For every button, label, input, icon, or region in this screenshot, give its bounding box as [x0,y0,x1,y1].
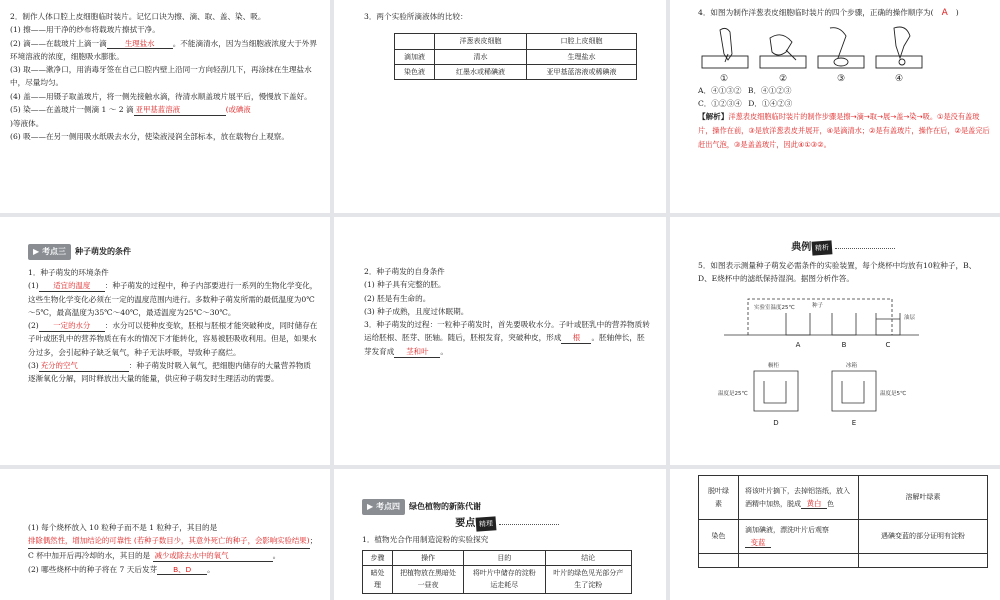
step-label: ① [719,73,729,84]
slide2-heading: 3．两个实验所滴液体的比较： [364,12,468,21]
slide-cell-1[interactable] [0,0,330,213]
cabinet-label: 橱柜 [768,363,780,370]
option-d[interactable]: D．①④②③ [748,99,793,109]
section-badge: ▶ 考点四 绿色植物的新陈代谢 [362,499,481,515]
section-title: 种子萌发的条件 [74,247,131,256]
table-row: 染色液 红墨水或稀碘液 亚甲基蓝溶液或稀碘液 [395,64,637,79]
oil-label: 油层 [904,315,916,322]
slide-cell-3[interactable] [670,0,1000,213]
comparison-table [394,33,637,80]
photosynthesis-table-cont [698,475,988,568]
answer-blank: 减少或除去水中的氧气 [153,552,273,562]
options-row-2 [698,97,990,110]
slide-cell-9[interactable] [670,469,1000,600]
answer-blank: 变蓝 [745,539,771,549]
germination-process: 3．种子萌发的过程：一粒种子萌发时，首先要吸收水分。子叶或胚乳中的营养物质转运给胚根、胚芽、胚轴。随后，胚根发育，突破种皮，形成 根 。胚轴伸长，胚芽发育成 茎和叶 。 [364,320,650,356]
option-c[interactable]: C．①②③④ [698,99,742,109]
condition-water: (2) 一定的水分 ：水分可以使种皮变软，胚根与胚根才能突破种皮，同时储存在子叶或胚乳中的营养物质在有水的情况下才能转化，容易被胚吸收利用。但是，如果水分过多，会引起种子缺乏氧气，种子无法呼吸，导致种子腐烂。 [28,321,318,357]
step-label: ④ [894,73,904,84]
beaker-label-e: E [851,419,857,428]
slide-cell-4[interactable] [0,217,330,465]
temp-right-label: 温度是5℃ [880,391,907,398]
slide-cell-7[interactable] [0,469,330,600]
beaker-label-b: B [841,341,847,350]
slide1-step-5: (5) 染——在盖玻片一侧滴 1 ～ 2 滴 亚甲基蓝溶液 (或碘液 )等液体。 [10,104,251,128]
germination-setup-figure [714,291,934,441]
analysis-block: 【解析】洋葱表皮细胞临时装片的制作步骤是擦→滴→取→展→盖→染→吸。①是没有盖玻片，操作在前，③是放洋葱表皮并展开，④是滴清水；②是有盖玻片，操作在后，②是盖完后赶出气泡，③是盖盖玻片，因此④①③②。 [698,112,990,149]
self-condition-2: (2) 胚是有生命的。 [364,293,431,303]
slide-cell-6[interactable] [670,217,1000,465]
answer-mark: A [941,8,948,18]
step-label: ③ [836,73,846,84]
table-header-row: 洋葱表皮细胞 口腔上皮细胞 [395,34,637,49]
slide1-intro: 2．制作人体口腔上皮细胞临时装片。记忆口诀为擦、滴、取、盖、染、吸。 [10,12,266,21]
dotted-rule [499,524,559,525]
play-icon: ▶ [367,502,374,511]
slide8-heading: 1．植物光合作用制造淀粉的实验探究 [362,534,489,544]
slide-cell-5[interactable] [334,217,666,465]
answer-blank: 根 [561,334,591,344]
key-points-header: 要点 精理 [362,515,652,533]
self-condition-1: (1) 种子具有完整的胚。 [364,280,446,290]
section-title: 绿色植物的新陈代谢 [408,502,481,511]
slide3-question: 4．如图为制作洋葱表皮细胞临时装片的四个步骤，正确的操作顺序为( A ) [698,8,959,18]
section-badge: ▶ 考点三 种子萌发的条件 [28,244,131,260]
slide1-step-2: (2) 滴——在载玻片上滴一滴 生理盐水 。不能滴清水，因为当细胞液浓度大于外界环境溶液的浓度，细胞吸水膨胀。 [10,38,317,61]
answer-blank: (或碘液 [225,104,251,114]
slide-making-steps-figure [698,24,928,84]
slide-cell-8[interactable] [334,469,666,600]
beaker-label-d: D [773,419,779,428]
condition-air: (3) 充分的空气 ：种子萌发时吸入氧气，把细胞内储存的大量营养物质逐渐氧化分解，同时释放出大量的能量，供应种子萌发时生理活动的需要。 [28,360,312,384]
table-row: 脱叶绿素 将该叶片摘下，去掉铝箔纸，放入酒精中加热，脱成 黄白 色 溶解叶绿素 [699,476,988,520]
step-label: ② [778,73,788,84]
seed-label: 种子 [812,303,824,310]
answer-blank: 亚甲基蓝溶液 [134,106,226,116]
slide1-step-3: (3) 取——漱净口，用消毒牙签在自己口腔内壁上沿同一方向轻刮几下，再涂抹在生理盐水中，尽量均匀。 [10,65,312,88]
temp-left-label: 温度是25℃ [718,391,748,398]
table-header-row: 步骤 操作 目的 结论 [363,550,632,565]
seal-stamp: 精理 [476,516,497,532]
dotted-rule [835,248,895,249]
example-header: 典例 精析 [698,239,988,257]
seal-stamp: 精析 [812,240,833,256]
answer-blank: 排除偶然性，增加结论的可靠性 (若种子数目少，其意外死亡的种子，会影响实验结果) [28,535,310,549]
room-temp-label: 实验室温度25℃ [754,305,795,312]
slide4-heading: 1．种子萌发的环境条件 [28,268,109,277]
beaker-label-a: A [795,341,801,350]
photosynthesis-table [362,550,632,594]
self-condition-3: (3) 种子成熟，且度过休眠期。 [364,306,469,316]
play-icon: ▶ [33,247,40,256]
slide6-question: 5．如图表示测量种子萌发必需条件的实验装置，每个烧杯中均放有10粒种子，B、D、E烧杯中的滤纸保持湿润。据图分析作答。 [698,260,977,283]
slide1-step-1: (1) 擦——用干净的纱布将载玻片擦拭干净。 [10,25,160,35]
slide-cell-2[interactable] [334,0,666,213]
answer-q2: (2) 哪些烧杯中的种子将在 7 天后发芽 B、D 。 [28,564,215,574]
answer-blank: 生理盐水 [107,40,173,50]
beaker-label-c: C [885,341,891,350]
slide1-step-6: (6) 吸——在另一侧用吸水纸吸去水分，使染液浸润全部标本，放在载物台上观察。 [10,132,289,142]
answer-blank: 适宜的温度 [39,282,105,292]
table-row: 滴加液 清水 生理盐水 [395,49,637,64]
table-row [699,554,988,568]
table-row: 暗处理 把植物放在黑暗处一昼夜 将叶片中储存的淀粉运走耗尽 叶片的绿色见光部分产生了淀粉 [363,566,632,594]
answer-blank: 茎和叶 [394,348,440,358]
slide5-heading: 2．种子萌发的自身条件 [364,267,445,276]
answer-blank: 一定的水分 [39,322,105,332]
answer-blank: B、D [157,566,207,576]
option-a[interactable]: A．④①③② [698,85,742,95]
options-row-1 [698,84,990,97]
answer-blank: 充分的空气 [39,362,129,372]
condition-temp: (1) 适宜的温度 ：种子萌发的过程中，种子内部要进行一系列的生物化学变化，这些生物化学变化必须在一定的温度范围内进行。多数种子萌发所需的最低温度为0℃～5℃，最高温度为35℃～40℃，最适温度为25℃～30℃。 [28,281,318,317]
slide1-step-4: (4) 盖——用镊子取盖玻片，将一侧先接触水滴，待清水顺盖玻片展平后，慢慢放下盖好。 [10,91,312,101]
answer-blank: 黄白 [801,500,827,510]
answer-q1: (1) 每个烧杯放入 10 粒种子而不是 1 粒种子，其目的是 排除偶然性，增加结论的可靠性 (若种子数目少，其意外死亡的种子，会影响实验结果)；C 杯中加开后再冷却的水，其目的是 减少或除去水中的氧气 。 [28,523,318,561]
option-b[interactable]: B．④①②③ [747,85,792,95]
fridge-label: 冰箱 [846,363,858,370]
table-row: 染色 滴加碘液，漂洗叶片后观察变蓝 遇碘变蓝的部分证明有淀粉 [699,520,988,554]
